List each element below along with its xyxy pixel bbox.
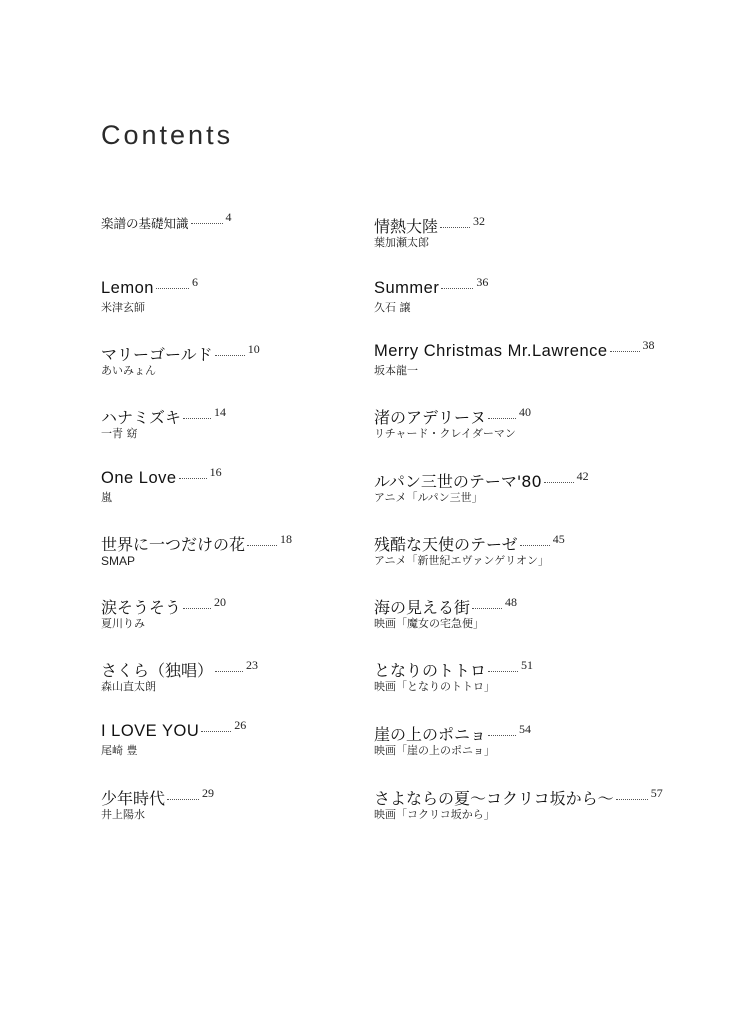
toc-page-number: 54: [519, 722, 532, 736]
toc-title: ルパン三世のテーマ'80: [374, 472, 542, 491]
toc-entry[interactable]: [101, 342, 260, 378]
toc-page-number: 51: [521, 658, 534, 672]
toc-entry[interactable]: [374, 786, 663, 822]
toc-title: One Love: [101, 469, 177, 487]
toc-page-number: 4: [225, 210, 232, 224]
toc-artist: 米津玄師: [101, 301, 145, 314]
toc-artist: アニメ「新世紀エヴァンゲリオン」: [374, 554, 550, 567]
toc-page-number: 36: [476, 275, 489, 289]
dot-leader: [472, 608, 502, 609]
dot-leader: [191, 223, 223, 224]
dot-leader: [215, 355, 245, 356]
toc-entry[interactable]: [101, 786, 214, 822]
toc-title: さくら（独唱）: [101, 661, 214, 680]
dot-leader: [183, 418, 211, 419]
toc-title: マリーゴールド: [101, 345, 213, 364]
dot-leader: [167, 799, 199, 800]
toc-title: 海の見える街: [374, 598, 471, 617]
dot-leader: [520, 545, 550, 546]
toc-title: 世界に一つだけの花: [101, 535, 246, 554]
toc-page-number: 42: [576, 469, 589, 483]
dot-leader: [544, 482, 574, 483]
toc-artist: アニメ「ルパン三世」: [374, 491, 483, 504]
toc-page-number: 20: [214, 595, 227, 609]
toc-page-number: 10: [247, 342, 260, 356]
toc-page-number: 23: [246, 658, 259, 672]
dot-leader: [441, 288, 473, 289]
toc-title: となりのトトロ: [374, 661, 487, 680]
toc-page-number: 45: [552, 532, 565, 546]
toc-entry[interactable]: [374, 405, 531, 441]
toc-artist: あいみょん: [101, 364, 156, 377]
toc-artist: 映画「崖の上のポニョ」: [374, 744, 495, 757]
toc-artist: 森山直太朗: [101, 680, 156, 693]
toc-entry[interactable]: [374, 722, 531, 758]
toc-artist: 映画「魔女の宅急便」: [374, 617, 484, 630]
toc-title: 楽譜の基礎知識: [101, 216, 189, 231]
toc-title: Lemon: [101, 279, 154, 297]
toc-page-number: 29: [202, 786, 215, 800]
toc-artist: 映画「となりのトトロ」: [374, 680, 495, 693]
toc-entry[interactable]: [101, 275, 198, 315]
toc-entry[interactable]: [101, 532, 292, 568]
dot-leader: [156, 288, 189, 289]
dot-leader: [201, 731, 231, 732]
dot-leader: [610, 351, 640, 352]
toc-title: Summer: [374, 279, 440, 297]
toc-page-number: 14: [214, 405, 227, 419]
toc-page-number: 48: [505, 595, 518, 609]
toc-title: さよならの夏〜コクリコ坂から〜: [374, 789, 614, 808]
dot-leader: [247, 545, 277, 546]
toc-page-number: 6: [191, 275, 198, 289]
dot-leader: [440, 227, 470, 228]
toc-title: 渚のアデリーヌ: [374, 408, 487, 427]
toc-page-number: 38: [642, 338, 655, 352]
toc-title: 残酷な天使のテーゼ: [374, 535, 518, 554]
toc-artist: リチャード・クレイダーマン: [374, 427, 516, 440]
dot-leader: [215, 671, 243, 672]
toc-entry[interactable]: [101, 658, 258, 694]
toc-entry[interactable]: [374, 532, 565, 568]
toc-entry[interactable]: [101, 595, 226, 631]
dot-leader: [616, 799, 648, 800]
toc-page-number: 40: [519, 405, 532, 419]
toc-artist: 映画「コクリコ坂から」: [374, 808, 495, 821]
toc-title: ハナミズキ: [101, 408, 182, 427]
toc-title: 情熱大陸: [374, 217, 439, 236]
toc-artist: 久石 譲: [374, 301, 411, 314]
toc-artist: 尾崎 豊: [101, 744, 138, 757]
toc-entry[interactable]: [101, 405, 226, 441]
toc-entry[interactable]: [101, 718, 247, 758]
page-title: Contents: [101, 120, 234, 150]
toc-artist: 葉加瀬太郎: [374, 236, 429, 249]
toc-artist: SMAP: [101, 554, 136, 568]
toc-artist: 夏川りみ: [101, 617, 145, 630]
toc-entry[interactable]: [374, 338, 655, 378]
dot-leader: [488, 735, 516, 736]
toc-page-number: 57: [650, 786, 663, 800]
toc-entry[interactable]: [101, 210, 232, 236]
dot-leader: [488, 671, 518, 672]
toc-entry[interactable]: [374, 658, 533, 694]
toc-title: 崖の上のポニョ: [374, 725, 487, 744]
toc-artist: 嵐: [101, 491, 112, 504]
toc-entry[interactable]: [374, 214, 485, 250]
toc-entry[interactable]: [101, 465, 222, 505]
toc-title: I LOVE YOU: [101, 722, 200, 740]
toc-page-number: 26: [234, 718, 247, 732]
dot-leader: [179, 478, 207, 479]
toc-entry[interactable]: [374, 275, 489, 315]
toc-page-number: 32: [473, 214, 486, 228]
toc-title: 涙そうそう: [101, 598, 182, 617]
toc-artist: 一青 窈: [101, 427, 138, 440]
toc-artist: 井上陽水: [101, 808, 145, 821]
dot-leader: [488, 418, 516, 419]
toc-artist: 坂本龍一: [374, 364, 418, 377]
toc-entry[interactable]: [374, 595, 517, 631]
toc-entry[interactable]: [374, 469, 589, 505]
toc-title: 少年時代: [101, 789, 166, 808]
toc-title: Merry Christmas Mr.Lawrence: [374, 342, 608, 360]
toc-page-number: 18: [280, 532, 293, 546]
dot-leader: [183, 608, 211, 609]
toc-page-number: 16: [209, 465, 222, 479]
